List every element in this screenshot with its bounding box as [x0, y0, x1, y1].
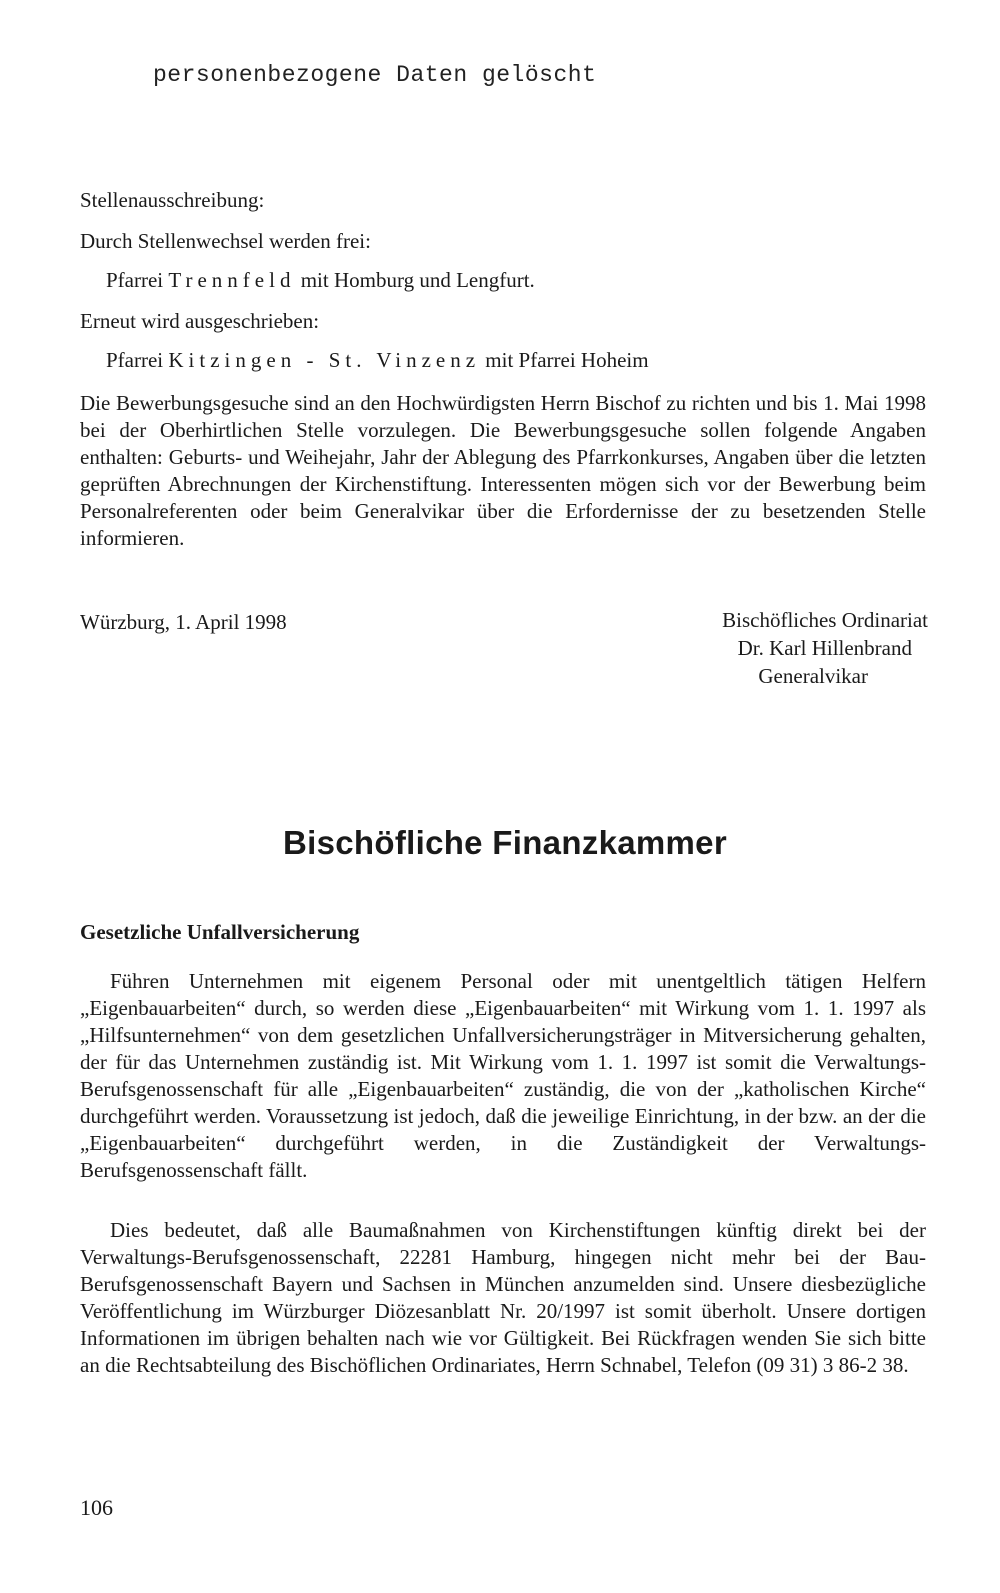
parish-suffix: mit Homburg und Lengfurt. [300, 268, 535, 292]
signature-role: Generalvikar [758, 664, 868, 688]
parish-prefix: Pfarrei [106, 268, 164, 292]
announcement-heading: Stellenausschreibung: [80, 188, 265, 212]
application-instructions: Die Bewerbungsgesuche sind an den Hochwürdigsten Herrn Bischof zu richten und bis 1. Mai 1998 bei der Oberhirtlichen Stelle vorzulegen. Die Bewerbungsgesuche sollen folgende Angaben enthalten: Geburts- und Weihejahr, Jahr der Ablegung des Pfarrkonkurses, Angaben über die letzten geprüften Abrechnungen der Kirchenstiftung. Interessenten mögen sich vor der Bewerbung beim Personalreferenten oder beim Generalvikar über die Erfordernisse der zu besetzenden Stelle informieren. [80, 391, 926, 550]
parish-prefix: Pfarrei [106, 348, 164, 372]
parish-kitzingen [106, 348, 649, 373]
signature-office: Bischöfliches Ordinariat [722, 608, 928, 632]
insurance-paragraph-2: Dies bedeutet, daß alle Baumaßnahmen von Kirchenstiftungen künftig direkt bei der Verwaltungs-Berufsgenossenschaft, 22281 Hamburg, hingegen nicht mehr bei der Bau-Berufsgenossenschaft Bayern und Sachsen in München anzumelden sind. Unsere diesbezügliche Veröffentlichung im Würzburger Diözesanblatt Nr. 20/1997 ist somit überholt. Unsere dortigen Informationen im übrigen behalten nach wie vor Gültigkeit. Bei Rückfragen wenden Sie sich bitte an die Rechtsabteilung des Bischöflichen Ordinariates, Herrn Schnabel, Telefon (09 31) 3 86-2 38. [80, 1218, 926, 1377]
redaction-stamp: personenbezogene Daten gelöscht [153, 62, 597, 88]
parish-suffix: mit Pfarrei Hoheim [485, 348, 649, 372]
place-date: Würzburg, 1. April 1998 [80, 610, 287, 634]
section-subheading: Gesetzliche Unfallversicherung [80, 920, 360, 944]
signature-block [608, 606, 928, 690]
signature-name: Dr. Karl Hillenbrand [737, 636, 912, 660]
free-positions-intro: Durch Stellenwechsel werden frei: [80, 229, 371, 253]
parish-trennfeld [106, 268, 535, 293]
page-number: 106 [80, 1495, 113, 1520]
section-title: Bischöfliche Finanzkammer [283, 824, 727, 861]
parish-name: Trennfeld [168, 268, 296, 292]
renewed-intro: Erneut wird ausgeschrieben: [80, 309, 320, 333]
insurance-paragraph-1: Führen Unternehmen mit eigenem Personal oder mit unentgeltlich tätigen Helfern „Eigenbauarbeiten“ durch, so werden diese „Eigenbauarbeiten“ mit Wirkung vom 1. 1. 1997 als „Hilfsunternehmen“ von dem gesetzlichen Unfallversicherungsträger in Mitversicherung gehalten, der für das Unternehmen zuständig ist. Mit Wirkung vom 1. 1. 1997 ist somit die Verwaltungs-Berufsgenossenschaft für alle „Eigenbauarbeiten“ zuständig, die von der „katholischen Kirche“ durchgeführt werden. Voraussetzung ist jedoch, daß die jeweilige Einrichtung, in der bzw. an der die „Eigenbauarbeiten“ durchgeführt werden, in die Zuständigkeit der Verwaltungs-Berufsgenossenschaft fällt. [80, 969, 926, 1182]
parish-name: Kitzingen - St. Vinzenz [168, 348, 481, 372]
